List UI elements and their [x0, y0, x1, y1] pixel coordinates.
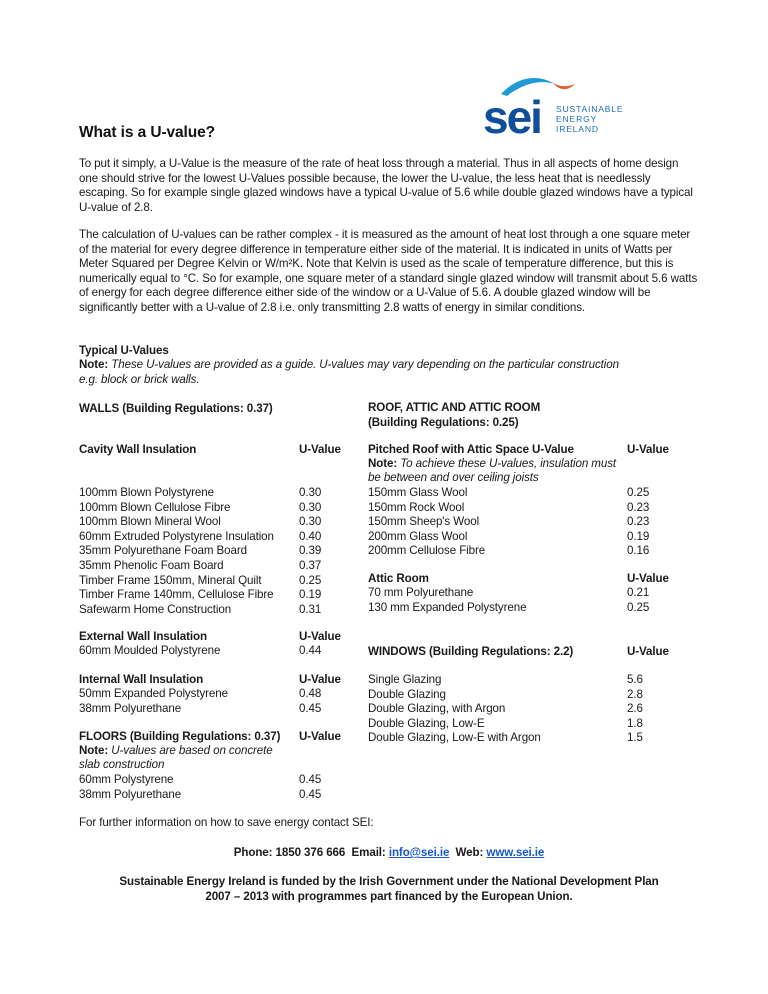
list-item: Double Glazing — [368, 687, 446, 701]
email-link[interactable]: info@sei.ie — [388, 846, 450, 859]
list-item: Timber Frame 150mm, Mineral Quilt — [79, 573, 262, 587]
list-value: 0.31 — [299, 602, 322, 616]
cavity-values — [299, 486, 321, 617]
list-item: 100mm Blown Cellulose Fibre — [79, 500, 231, 514]
attic-heading: Attic Room — [368, 572, 429, 585]
list-value: 0.23 — [627, 500, 650, 514]
pitched-note-line2: be between and over ceiling joists — [368, 471, 539, 484]
list-item: 130 mm Expanded Polystyrene — [368, 600, 527, 614]
list-value: 0.25 — [299, 573, 322, 587]
pitched-uvalue-header: U-Value — [627, 443, 669, 456]
list-value: 0.48 — [299, 687, 322, 700]
list-item: Single Glazing — [368, 673, 442, 686]
list-value: 0.23 — [627, 515, 650, 529]
floors-note: Note: U-values are based on concrete — [79, 744, 273, 757]
floors-items — [79, 773, 181, 802]
logo-subtitle: SUSTAINABLE ENERGY IRELAND — [556, 104, 624, 134]
list-item: 150mm Sheep's Wool — [368, 515, 480, 529]
list-item: 150mm Glass Wool — [368, 486, 468, 499]
list-value: 0.45 — [299, 701, 322, 715]
floors-note-line2: slab construction — [79, 758, 165, 771]
list-value: 0.45 — [299, 787, 322, 801]
list-value: 0.40 — [299, 529, 322, 543]
list-item: Double Glazing, with Argon — [368, 702, 506, 716]
internal-items — [79, 687, 228, 716]
list-item: 50mm Expanded Polystyrene — [79, 687, 228, 700]
phone-text: Phone: 1850 376 666 — [233, 846, 346, 859]
roof-heading: ROOF, ATTIC AND ATTIC ROOM (Building Regulations: 0.25) — [368, 401, 541, 429]
list-item: 200mm Cellulose Fibre — [368, 544, 486, 558]
list-item: Safewarm Home Construction — [79, 602, 232, 616]
list-value: 1.8 — [627, 716, 643, 730]
page-title: What is a U-value? — [79, 124, 216, 141]
pitched-note: Note: To achieve these U-values, insulation must — [368, 457, 617, 470]
pitched-items — [368, 486, 485, 559]
list-item: 100mm Blown Mineral Wool — [79, 515, 221, 529]
windows-items — [368, 673, 541, 746]
list-value: 0.19 — [299, 588, 322, 602]
list-value: 2.6 — [627, 702, 643, 716]
list-value: 0.25 — [627, 486, 650, 499]
list-value: 0.30 — [299, 500, 322, 514]
list-item: 38mm Polyurethane — [79, 787, 182, 801]
list-item: Double Glazing, Low-E with Argon — [368, 731, 541, 745]
list-item: 200mm Glass Wool — [368, 529, 468, 543]
list-value: 0.21 — [627, 586, 650, 599]
windows-uvalue-header: U-Value — [627, 645, 669, 658]
list-item: 60mm Extruded Polystyrene Insulation — [79, 529, 274, 543]
list-value: 0.44 — [299, 644, 322, 657]
floors-values — [299, 773, 321, 802]
web-label: Web: — [455, 846, 484, 859]
attic-items — [368, 586, 526, 615]
list-item: 150mm Rock Wool — [368, 500, 465, 514]
windows-heading: WINDOWS (Building Regulations: 2.2) — [368, 645, 574, 658]
list-value: 2.8 — [627, 687, 643, 701]
internal-uvalue-header: U-Value — [299, 673, 341, 686]
list-value: 0.37 — [299, 558, 322, 572]
contact-line — [79, 846, 699, 861]
list-value: 0.19 — [627, 529, 650, 543]
list-item: Double Glazing, Low-E — [368, 716, 485, 730]
cavity-heading: Cavity Wall Insulation — [79, 443, 197, 456]
floors-heading: FLOORS (Building Regulations: 0.37) — [79, 730, 281, 743]
further-info: For further information on how to save energy contact SEI: — [79, 816, 374, 829]
web-link[interactable]: www.sei.ie — [486, 846, 545, 859]
intro-paragraph: To put it simply, a U-Value is the measure of the rate of heat loss through a material. Thus in all aspects of home design one should strive for the lowest U-Values possible because, the lower the U-value, the less heat that is needlessly escaping. So for example single glazed windows have a typical U-value of 5.6 while double glazed windows have a typical U-value of 2.8. — [79, 157, 693, 214]
list-value: 1.5 — [627, 731, 643, 745]
list-item: 35mm Phenolic Foam Board — [79, 558, 224, 572]
logo-wordmark: sei — [483, 91, 541, 143]
list-item: 70 mm Polyurethane — [368, 586, 474, 599]
typical-heading: Typical U-Values — [79, 344, 169, 357]
internal-heading: Internal Wall Insulation — [79, 673, 204, 686]
list-value: 0.30 — [299, 486, 322, 499]
list-value: 0.45 — [299, 773, 322, 786]
sei-logo — [483, 72, 633, 142]
list-value: 0.25 — [627, 600, 650, 614]
pitched-values — [627, 486, 649, 559]
external-uvalue-header: U-Value — [299, 630, 341, 643]
walls-heading: WALLS (Building Regulations: 0.37) — [79, 402, 273, 415]
typical-note: Note: These U-values are provided as a guide. U-values may vary depending on the particular construction e.g. block or brick walls. — [79, 358, 619, 386]
list-item: 60mm Moulded Polystyrene — [79, 644, 221, 657]
list-value: 0.16 — [627, 544, 650, 558]
list-value: 0.30 — [299, 515, 322, 529]
list-value: 5.6 — [627, 673, 643, 686]
external-heading: External Wall Insulation — [79, 630, 207, 643]
cavity-uvalue-header: U-Value — [299, 443, 341, 456]
attic-values — [627, 586, 649, 615]
calculation-paragraph: The calculation of U-values can be rather complex - it is measured as the amount of heat lost through a one square meter of the material for every degree difference in temperature either side of the material. It is indicated in units of Watts per Meter Squared per Degree Kelvin or W/m²K. Note that Kelvin is used as the scale of temperature difference, but this is numerically equal to °C. So for example, one square meter of a standard single glazed window will transmit about 5.6 watts of energy for each degree difference either side of the window or a U-Value of 5.6. A double glazed window will be significantly better with a U-value of 2.8 i.e. only transmitting 2.8 watts of energy in similar conditions. — [79, 228, 698, 314]
list-item: 100mm Blown Polystyrene — [79, 486, 214, 499]
floors-uvalue-header: U-Value — [299, 730, 341, 743]
list-item: Timber Frame 140mm, Cellulose Fibre — [79, 588, 274, 602]
list-item: 35mm Polyurethane Foam Board — [79, 544, 247, 558]
funding-statement: Sustainable Energy Ireland is funded by the Irish Government under the National Development Plan 2007 – 2013 with programmes part financed by the European Union. — [119, 875, 659, 903]
email-label: Email: — [351, 846, 386, 859]
list-item: 38mm Polyurethane — [79, 701, 182, 715]
list-item: 60mm Polystyrene — [79, 773, 174, 786]
internal-values — [299, 687, 321, 716]
cavity-items — [79, 486, 274, 617]
windows-values — [627, 673, 643, 746]
pitched-heading: Pitched Roof with Attic Space U-Value — [368, 443, 574, 456]
attic-uvalue-header: U-Value — [627, 572, 669, 585]
list-value: 0.39 — [299, 544, 322, 558]
